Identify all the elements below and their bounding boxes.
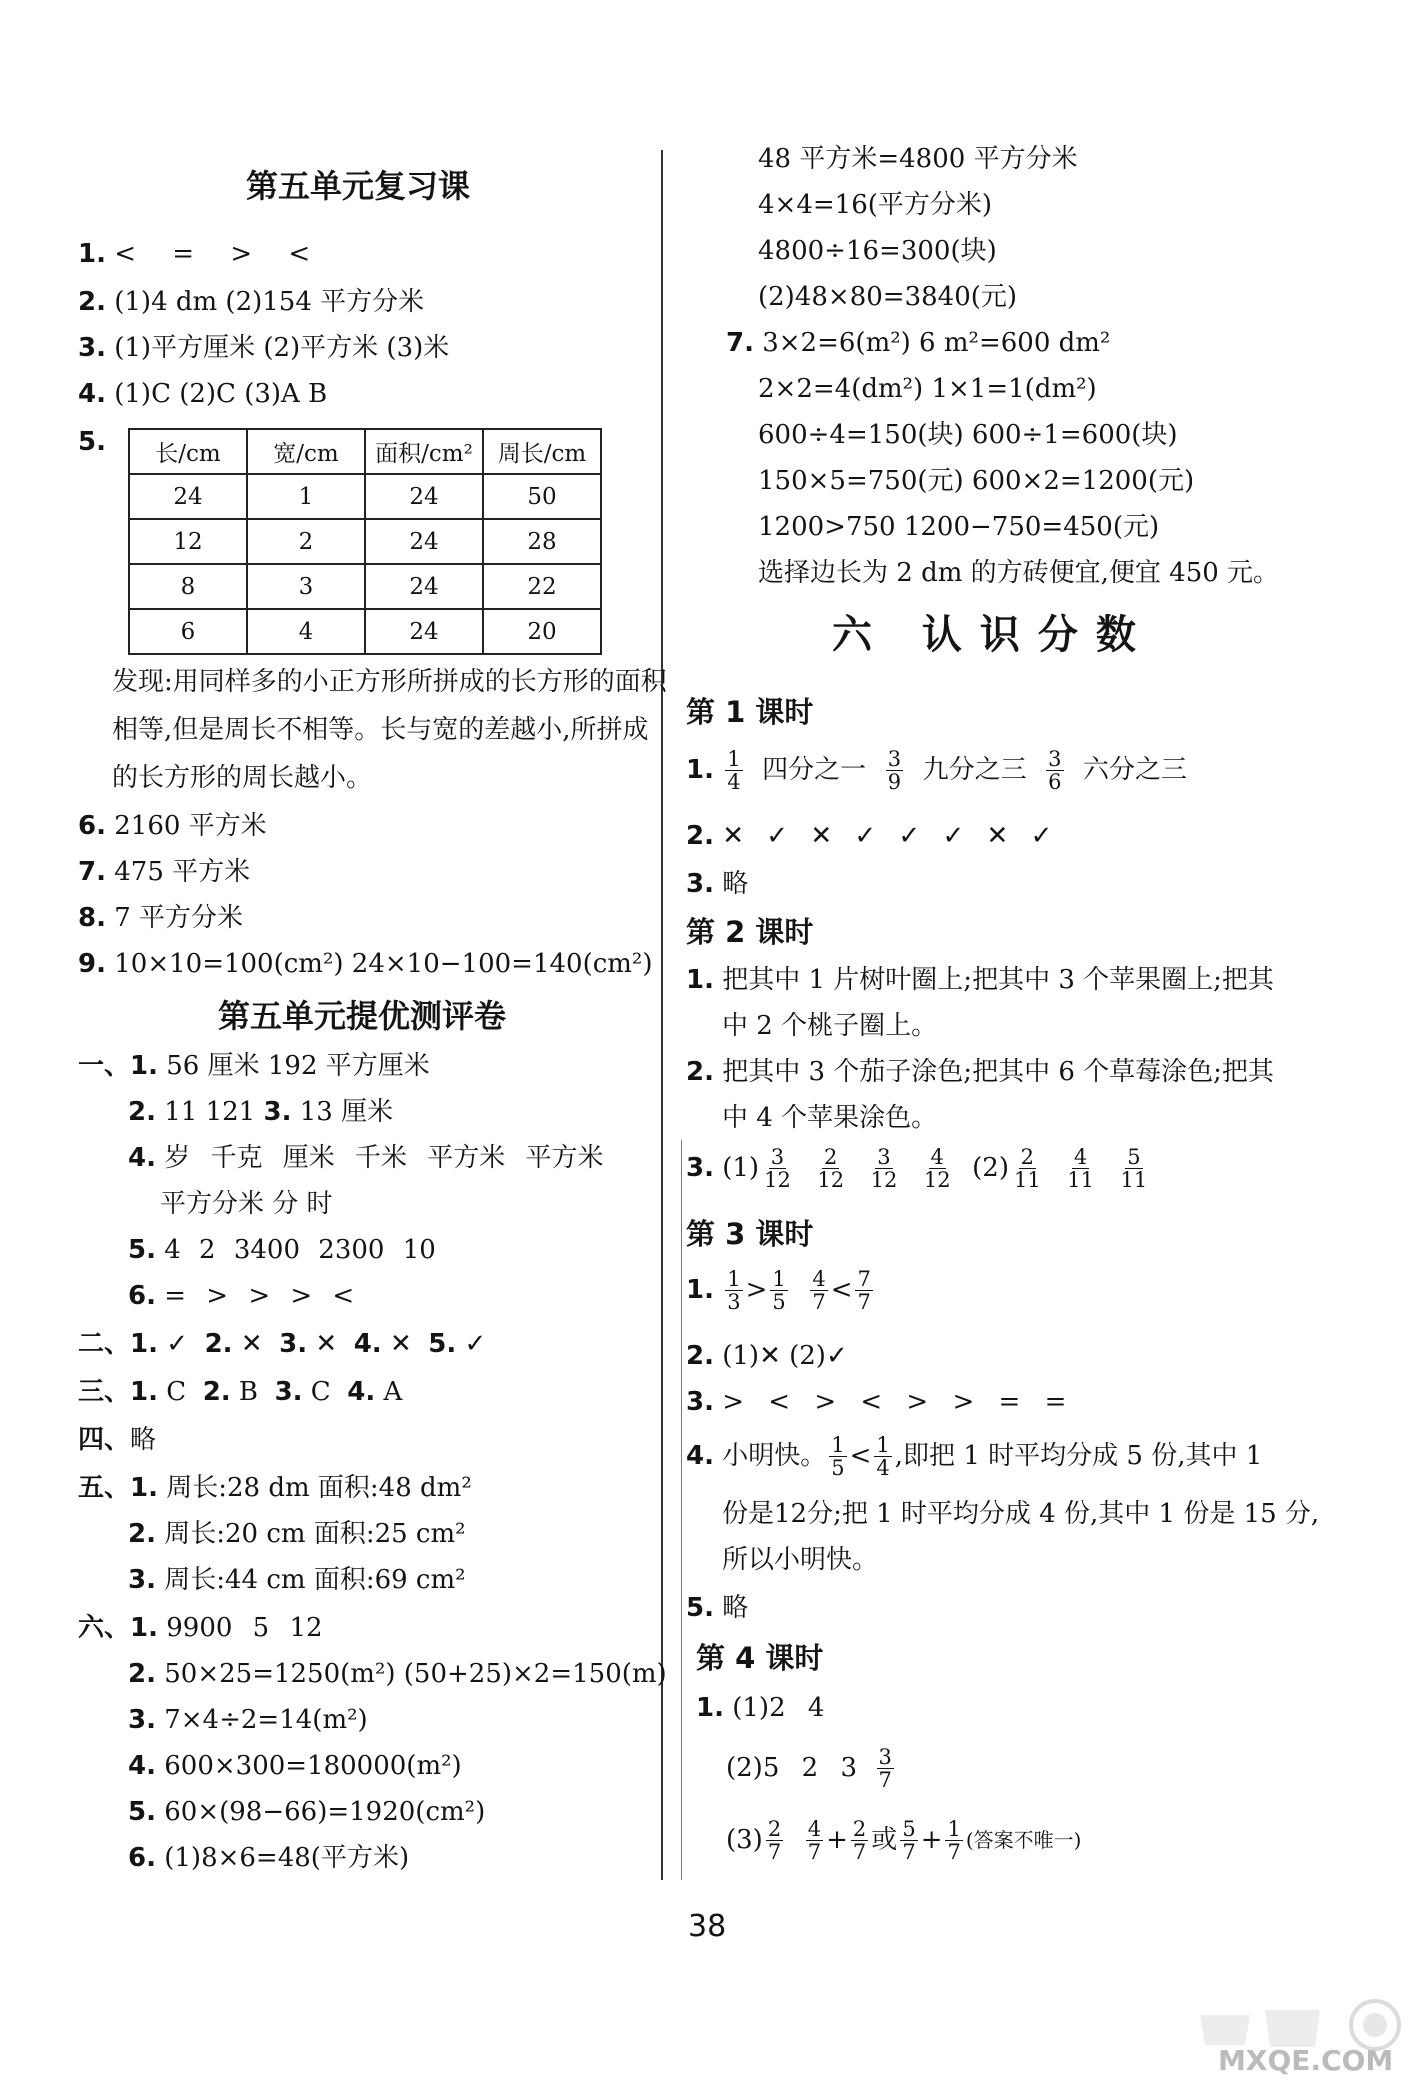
lesson-2-q1b: 中 2 个桃子圈上。 [722, 1011, 938, 1041]
finding-line-2: 相等,但是周长不相等。长与宽的差越小,所拼成 [112, 715, 649, 745]
table-cell: 6 [129, 609, 247, 654]
test-s1-6: 6. = > > > < [128, 1281, 355, 1311]
rectangle-table [128, 428, 602, 655]
column-divider [661, 150, 663, 1880]
fraction: $\frac{2}{11}$ [1013, 1145, 1041, 1193]
lesson-3-q5: 5. 略 [686, 1593, 749, 1623]
right-q7-line-e: 1200>750 1200−750=450(元) [758, 512, 1160, 542]
finding-line-3: 的长方形的周长越小。 [112, 763, 373, 793]
lesson-1-q1: 1. $\frac{1}{4}$ 四分之一 $\frac{3}{9}$ 九分之三 $\frac{3}{6}$ 六分之三 [686, 747, 1188, 795]
fraction: $\frac{3}{9}$ [887, 747, 902, 795]
table-cell: 3 [247, 564, 365, 609]
right-line-3: 4800÷16=300(块) [758, 236, 997, 266]
answer-q1: 1. < = > < [78, 239, 325, 269]
lesson-1-q2: 2. ✕ ✓ ✕ ✓ ✓ ✓ ✕ ✓ [686, 821, 1053, 851]
lesson-3-q4b: 份是12分;把 1 时平均分成 4 份,其中 1 份是 15 分, [722, 1499, 1320, 1529]
fraction: $\frac{4}{11}$ [1067, 1145, 1094, 1193]
table-cell: 24 [365, 474, 483, 519]
table-cell: 24 [365, 519, 483, 564]
table-header: 面积/cm² [365, 429, 483, 474]
fraction: $\frac{3}{7}$ [878, 1745, 892, 1793]
answer-q7: 7. 475 平方米 [78, 857, 251, 887]
right-line-2: 4×4=16(平方分米) [758, 190, 993, 220]
fraction: $\frac{4}{7}$ [812, 1267, 826, 1315]
fraction: $\frac{1}{4}$ [876, 1433, 890, 1481]
page-number: 38 [688, 1909, 727, 1944]
right-line-1: 48 平方米=4800 平方分米 [758, 144, 1078, 174]
lesson-4-q1b: (2)5 2 3 $\frac{3}{7}$ [726, 1745, 892, 1793]
table-header: 宽/cm [247, 429, 365, 474]
fraction: $\frac{3}{12}$ [764, 1145, 791, 1193]
table-header: 周长/cm [483, 429, 601, 474]
answer-q3: 3. (1)平方厘米 (2)平方米 (3)米 [78, 333, 450, 363]
right-q7-line-f: 选择边长为 2 dm 的方砖便宜,便宜 450 元。 [758, 558, 1280, 588]
test-s1-4a: 4. 岁 千克 厘米 千米 平方米 平方米 [128, 1143, 604, 1173]
test-s4: 四、略 [78, 1425, 157, 1455]
table-cell: 24 [129, 474, 247, 519]
right-q7-line-b: 2×2=4(dm²) 1×1=1(dm²) [758, 374, 1097, 404]
lesson-3-heading: 第 3 课时 [686, 1217, 814, 1251]
table-row [129, 609, 601, 654]
fraction: $\frac{7}{7}$ [857, 1267, 871, 1315]
lesson-1-heading: 第 1 课时 [686, 695, 814, 729]
fraction: $\frac{1}{5}$ [831, 1433, 845, 1481]
lesson-3-q3: 3. > < > < > > = = [686, 1387, 1067, 1417]
table-cell: 20 [483, 609, 601, 654]
table-row [129, 474, 601, 519]
right-q7-line-c: 600÷4=150(块) 600÷1=600(块) [758, 420, 1178, 450]
watermark-text: MXQE.COM [1218, 2044, 1394, 2077]
lesson-4-q1a: 1. (1)2 4 [696, 1693, 825, 1723]
fraction: $\frac{3}{6}$ [1048, 747, 1062, 795]
test-s5-2: 2. 周长:20 cm 面积:25 cm² [128, 1519, 466, 1549]
fraction: $\frac{2}{7}$ [852, 1817, 867, 1865]
test-s6-6: 6. (1)8×6=48(平方米) [128, 1843, 410, 1873]
fraction: $\frac{1}{5}$ [772, 1267, 786, 1315]
answer-q8: 8. 7 平方分米 [78, 903, 244, 933]
test-s1-1: 一、1. 56 厘米 192 平方厘米 [78, 1051, 430, 1081]
lesson-3-q2: 2. (1)✕ (2)✓ [686, 1341, 848, 1371]
fraction: $\frac{4}{12}$ [923, 1145, 951, 1193]
test-s6-1: 六、1. 9900 5 12 [78, 1613, 323, 1643]
lesson-3-q1: 1. $\frac{1}{3}$ > $\frac{1}{5}$ $\frac{4}{7}$ < $\frac{7}{7}$ [686, 1267, 871, 1315]
fraction: $\frac{1}{4}$ [727, 747, 741, 795]
lesson-4-heading: 第 4 课时 [696, 1641, 824, 1675]
table-cell: 8 [129, 564, 247, 609]
answer-q2: 2. (1)4 dm (2)154 平方分米 [78, 287, 425, 317]
test-s5-3: 3. 周长:44 cm 面积:69 cm² [128, 1565, 466, 1595]
test-s1-2-3: 2. 11 121 3. 13 厘米 [128, 1097, 394, 1127]
table-cell: 22 [483, 564, 601, 609]
fraction: $\frac{3}{12}$ [870, 1145, 898, 1193]
test-s5-1: 五、1. 周长:28 dm 面积:48 dm² [78, 1473, 472, 1503]
test-s6-5: 5. 60×(98−66)=1920(cm²) [128, 1797, 486, 1827]
right-line-4: (2)48×80=3840(元) [758, 282, 1018, 312]
answer-q4: 4. (1)C (2)C (3)A B [78, 379, 328, 409]
lesson-1-q3: 3. 略 [686, 869, 749, 899]
fraction: $\frac{1}{3}$ [727, 1267, 741, 1315]
section-title-review: 第五单元复习课 [246, 167, 471, 205]
table-row [129, 564, 601, 609]
fraction: $\frac{2}{12}$ [817, 1145, 845, 1193]
table-cell: 4 [247, 609, 365, 654]
lesson-2-q1a: 1. 把其中 1 片树叶圈上;把其中 3 个苹果圈上;把其 [686, 965, 1274, 995]
finding-line-1: 发现:用同样多的小正方形所拼成的长方形的面积 [112, 667, 667, 697]
lesson-2-q2b: 中 4 个苹果涂色。 [722, 1103, 938, 1133]
table-cell: 24 [365, 609, 483, 654]
test-s3: 三、1. C 2. B 3. C 4. A [78, 1377, 403, 1407]
section-title-test: 第五单元提优测评卷 [218, 997, 507, 1035]
lesson-2-heading: 第 2 课时 [686, 915, 814, 949]
fraction: $\frac{2}{7}$ [767, 1817, 782, 1865]
right-q7-line-d: 150×5=750(元) 600×2=1200(元) [758, 466, 1195, 496]
answer-q5-label: 5. [78, 427, 106, 457]
column-divider-lower [681, 1140, 682, 1880]
table-cell: 1 [247, 474, 365, 519]
test-s6-2: 2. 50×25=1250(m²) (50+25)×2=150(m) [128, 1659, 667, 1689]
test-s1-5: 5. 4 2 3400 2300 10 [128, 1235, 436, 1265]
test-s6-4: 4. 600×300=180000(m²) [128, 1751, 462, 1781]
lesson-2-q3: 3. (1) $\frac{3}{12}$ $\frac{2}{12}$ $\frac{3}{12}$ $\frac{4}{12}$ (2) $\frac{2}{11}$ $\frac{4}{11}$ $\frac{5}{11}$ [686, 1145, 1148, 1193]
fraction: $\frac{5}{11}$ [1120, 1145, 1148, 1193]
table-cell: 2 [247, 519, 365, 564]
table-header: 长/cm [129, 429, 247, 474]
right-q7-line-a: 7. 3×2=6(m²) 6 m²=600 dm² [726, 328, 1111, 358]
answer-q6: 6. 2160 平方米 [78, 811, 267, 841]
table-row [129, 519, 601, 564]
table-header-row [129, 429, 601, 474]
table-cell: 50 [483, 474, 601, 519]
table-cell: 28 [483, 519, 601, 564]
test-s1-4b: 平方分米 分 时 [160, 1189, 333, 1219]
test-s6-3: 3. 7×4÷2=14(m²) [128, 1705, 368, 1735]
table-cell: 12 [129, 519, 247, 564]
lesson-4-q1c: (3) $\frac{2}{7}$ $\frac{4}{7}$ + $\frac{2}{7}$ 或 $\frac{5}{7}$ + $\frac{1}{7}$ (答案不唯一) [726, 1817, 1082, 1865]
test-s2: 二、1. ✓ 2. ✕ 3. ✕ 4. ✕ 5. ✓ [78, 1329, 487, 1359]
lesson-3-q4c: 所以小明快。 [722, 1545, 879, 1575]
table-cell: 24 [365, 564, 483, 609]
lesson-3-q4a: 4. 小明快。 $\frac{1}{5}$ < $\frac{1}{4}$ ,即把 1 时平均分成 5 份,其中 1 [686, 1433, 1263, 1481]
lesson-2-q2a: 2. 把其中 3 个茄子涂色;把其中 6 个草莓涂色;把其 [686, 1057, 1274, 1087]
unit-title: 六 认识分数 [832, 612, 1154, 658]
fraction: $\frac{1}{7}$ [947, 1817, 961, 1865]
fraction: $\frac{4}{7}$ [807, 1817, 822, 1865]
fraction: $\frac{5}{7}$ [902, 1817, 916, 1865]
answer-q9: 9. 10×10=100(cm²) 24×10−100=140(cm²) [78, 949, 653, 979]
